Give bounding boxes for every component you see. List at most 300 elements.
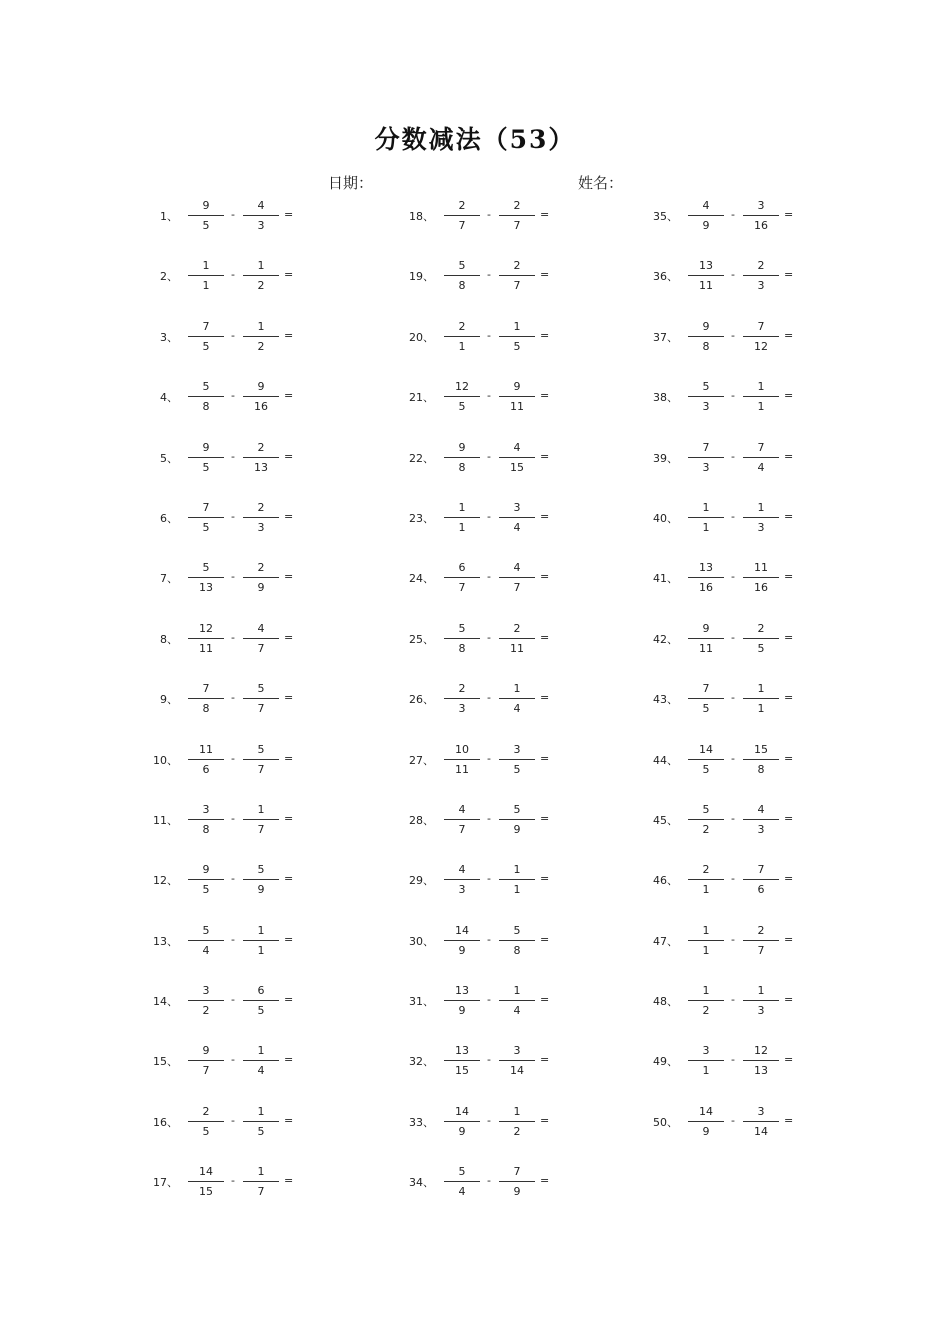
equals-sign: =	[784, 268, 794, 282]
problem-number: 28、	[409, 813, 434, 827]
fraction-bar	[688, 275, 724, 276]
equals-sign: =	[784, 993, 794, 1007]
problem-number: 14、	[153, 995, 178, 1009]
fraction-bar	[188, 577, 224, 578]
numerator: 2	[257, 440, 265, 454]
fraction-bar	[188, 457, 224, 458]
fraction	[243, 320, 279, 353]
fraction	[743, 380, 779, 413]
problem-number: 3、	[160, 330, 178, 344]
minus-sign: -	[231, 872, 235, 886]
problem-number: 25、	[409, 632, 434, 646]
problem-number: 30、	[409, 934, 434, 948]
minus-sign: -	[231, 1174, 235, 1188]
fraction	[444, 1044, 480, 1077]
denominator: 2	[202, 1004, 210, 1018]
denominator: 11	[699, 641, 713, 655]
fraction-bar	[743, 698, 779, 699]
denominator: 6	[757, 883, 765, 897]
denominator: 4	[257, 1064, 265, 1078]
fraction-bar	[444, 940, 480, 941]
fraction-bar	[688, 396, 724, 397]
minus-sign: -	[731, 811, 735, 825]
denominator: 11	[199, 641, 213, 655]
problem-number: 2、	[160, 270, 178, 284]
fraction	[243, 199, 279, 232]
numerator: 5	[458, 1165, 466, 1179]
fraction-bar	[688, 1000, 724, 1001]
numerator: 4	[513, 561, 521, 575]
fraction-bar	[499, 396, 535, 397]
denominator: 11	[699, 279, 713, 293]
fraction-bar	[499, 759, 535, 760]
problem-number: 44、	[653, 753, 678, 767]
minus-sign: -	[231, 691, 235, 705]
fraction	[243, 561, 279, 594]
denominator: 7	[257, 1185, 265, 1199]
problem-number: 22、	[409, 451, 434, 465]
fraction	[688, 501, 724, 534]
problem-number: 29、	[409, 874, 434, 888]
equals-sign: =	[284, 1053, 294, 1067]
fraction	[743, 924, 779, 957]
minus-sign: -	[487, 570, 491, 584]
numerator: 1	[257, 923, 265, 937]
numerator: 10	[455, 742, 469, 756]
denominator: 5	[202, 339, 210, 353]
fraction-bar	[499, 336, 535, 337]
problem-number: 21、	[409, 391, 434, 405]
fraction-bar	[188, 1060, 224, 1061]
fraction	[243, 501, 279, 534]
minus-sign: -	[731, 1053, 735, 1067]
equals-sign: =	[540, 630, 550, 644]
fraction-bar	[743, 517, 779, 518]
problem-number: 33、	[409, 1115, 434, 1129]
fraction-bar	[444, 1000, 480, 1001]
numerator: 2	[257, 500, 265, 514]
fraction	[188, 199, 224, 232]
fraction	[444, 622, 480, 655]
numerator: 7	[513, 1165, 521, 1179]
fraction-bar	[444, 638, 480, 639]
fraction	[444, 561, 480, 594]
fraction-bar	[499, 940, 535, 941]
denominator: 4	[757, 460, 765, 474]
denominator: 3	[757, 520, 765, 534]
numerator: 3	[702, 1044, 710, 1058]
denominator: 9	[257, 883, 265, 897]
numerator: 13	[699, 561, 713, 575]
denominator: 5	[202, 1124, 210, 1138]
fraction	[188, 682, 224, 715]
problem-number: 16、	[153, 1115, 178, 1129]
fraction	[444, 743, 480, 776]
minus-sign: -	[731, 993, 735, 1007]
equals-sign: =	[284, 932, 294, 946]
denominator: 7	[458, 581, 466, 595]
denominator: 2	[257, 279, 265, 293]
numerator: 1	[702, 923, 710, 937]
numerator: 4	[458, 802, 466, 816]
numerator: 2	[513, 199, 521, 212]
numerator: 1	[513, 984, 521, 998]
fraction	[499, 380, 535, 413]
fraction-bar	[743, 457, 779, 458]
fraction-bar	[688, 759, 724, 760]
fraction-bar	[688, 457, 724, 458]
denominator: 3	[458, 702, 466, 716]
numerator: 3	[757, 199, 765, 212]
numerator: 13	[699, 259, 713, 273]
numerator: 1	[702, 984, 710, 998]
page-title: 分数减法（53）	[374, 125, 576, 154]
denominator: 16	[254, 400, 268, 414]
numerator: 1	[257, 1165, 265, 1179]
numerator: 1	[257, 1104, 265, 1118]
denominator: 4	[202, 943, 210, 957]
numerator: 9	[202, 440, 210, 454]
fraction	[188, 803, 224, 836]
equals-sign: =	[784, 509, 794, 523]
denominator: 7	[202, 1064, 210, 1078]
denominator: 14	[510, 1064, 524, 1078]
denominator: 1	[202, 279, 210, 293]
numerator: 2	[458, 319, 466, 333]
numerator: 5	[513, 802, 521, 816]
minus-sign: -	[731, 509, 735, 523]
fraction	[188, 441, 224, 474]
fraction	[188, 561, 224, 594]
numerator: 1	[257, 1044, 265, 1058]
fraction	[499, 863, 535, 896]
numerator: 5	[458, 259, 466, 273]
equals-sign: =	[784, 1113, 794, 1127]
numerator: 7	[702, 440, 710, 454]
fraction	[743, 320, 779, 353]
fraction	[188, 259, 224, 292]
fraction-bar	[243, 336, 279, 337]
fraction	[499, 1044, 535, 1077]
equals-sign: =	[540, 1113, 550, 1127]
fraction-bar	[743, 1000, 779, 1001]
minus-sign: -	[487, 932, 491, 946]
denominator: 7	[513, 581, 521, 595]
fraction	[444, 259, 480, 292]
numerator: 9	[458, 440, 466, 454]
denominator: 11	[510, 641, 524, 655]
numerator: 5	[202, 923, 210, 937]
minus-sign: -	[231, 449, 235, 463]
numerator: 2	[757, 621, 765, 635]
numerator: 3	[202, 802, 210, 816]
numerator: 9	[702, 319, 710, 333]
numerator: 11	[754, 561, 768, 575]
equals-sign: =	[540, 328, 550, 342]
fraction-bar	[188, 336, 224, 337]
fraction-bar	[243, 396, 279, 397]
equals-sign: =	[784, 1053, 794, 1067]
fraction	[743, 743, 779, 776]
equals-sign: =	[284, 751, 294, 765]
problem-number: 46、	[653, 874, 678, 888]
numerator: 1	[513, 863, 521, 877]
fraction-bar	[688, 879, 724, 880]
denominator: 3	[702, 400, 710, 414]
fraction	[188, 1044, 224, 1077]
fraction	[688, 682, 724, 715]
numerator: 4	[757, 802, 765, 816]
denominator: 9	[458, 1124, 466, 1138]
fraction	[444, 501, 480, 534]
fraction-bar	[188, 879, 224, 880]
denominator: 8	[202, 702, 210, 716]
equals-sign: =	[784, 389, 794, 403]
problem-number: 49、	[653, 1055, 678, 1069]
problem-number: 48、	[653, 995, 678, 1009]
fraction	[743, 984, 779, 1017]
fraction	[188, 320, 224, 353]
numerator: 1	[513, 319, 521, 333]
problem-number: 1、	[160, 210, 178, 223]
fraction-bar	[444, 1060, 480, 1061]
equals-sign: =	[784, 630, 794, 644]
denominator: 5	[702, 702, 710, 716]
denominator: 7	[458, 822, 466, 836]
problem-number: 45、	[653, 813, 678, 827]
minus-sign: -	[487, 811, 491, 825]
minus-sign: -	[731, 268, 735, 282]
fraction-bar	[188, 1121, 224, 1122]
denominator: 7	[757, 943, 765, 957]
numerator: 7	[202, 319, 210, 333]
fraction-bar	[444, 819, 480, 820]
fraction	[444, 682, 480, 715]
equals-sign: =	[784, 328, 794, 342]
minus-sign: -	[231, 328, 235, 342]
denominator: 9	[458, 1004, 466, 1018]
denominator: 15	[455, 1064, 469, 1078]
fraction-bar	[444, 275, 480, 276]
denominator: 3	[458, 883, 466, 897]
numerator: 5	[513, 923, 521, 937]
minus-sign: -	[487, 630, 491, 644]
fraction	[688, 441, 724, 474]
numerator: 2	[257, 561, 265, 575]
fraction-bar	[243, 879, 279, 880]
equals-sign: =	[284, 268, 294, 282]
problem-number: 18、	[409, 210, 434, 223]
numerator: 7	[757, 440, 765, 454]
denominator: 9	[257, 581, 265, 595]
fraction	[499, 320, 535, 353]
fraction-bar	[188, 698, 224, 699]
fraction-bar	[743, 759, 779, 760]
denominator: 8	[702, 339, 710, 353]
fraction-bar	[499, 457, 535, 458]
fraction	[688, 743, 724, 776]
fraction-bar	[243, 1121, 279, 1122]
equals-sign: =	[540, 993, 550, 1007]
fraction-bar	[444, 1121, 480, 1122]
fraction	[243, 803, 279, 836]
fraction-bar	[243, 1000, 279, 1001]
minus-sign: -	[487, 449, 491, 463]
fraction	[743, 199, 779, 232]
denominator: 4	[513, 1004, 521, 1018]
minus-sign: -	[231, 993, 235, 1007]
denominator: 7	[513, 219, 521, 232]
denominator: 2	[257, 339, 265, 353]
numerator: 3	[513, 1044, 521, 1058]
problem-number: 31、	[409, 995, 434, 1009]
fraction	[743, 622, 779, 655]
equals-sign: =	[784, 570, 794, 584]
numerator: 3	[202, 984, 210, 998]
denominator: 7	[257, 822, 265, 836]
fraction-bar	[444, 698, 480, 699]
fraction-bar	[499, 819, 535, 820]
fraction-bar	[499, 1181, 535, 1182]
equals-sign: =	[540, 449, 550, 463]
fraction-bar	[499, 1000, 535, 1001]
denominator: 5	[458, 400, 466, 414]
denominator: 16	[699, 581, 713, 595]
problem-number: 34、	[409, 1176, 434, 1190]
numerator: 7	[757, 863, 765, 877]
fraction-bar	[688, 215, 724, 216]
fraction-bar	[688, 1060, 724, 1061]
numerator: 5	[202, 380, 210, 394]
denominator: 6	[202, 762, 210, 776]
numerator: 14	[455, 923, 469, 937]
equals-sign: =	[284, 872, 294, 886]
equals-sign: =	[540, 1053, 550, 1067]
numerator: 4	[257, 199, 265, 212]
denominator: 1	[702, 1064, 710, 1078]
numerator: 4	[513, 440, 521, 454]
denominator: 12	[754, 339, 768, 353]
minus-sign: -	[487, 509, 491, 523]
numerator: 2	[458, 682, 466, 696]
fraction	[444, 924, 480, 957]
denominator: 8	[458, 279, 466, 293]
fraction	[499, 803, 535, 836]
fraction-bar	[444, 759, 480, 760]
fraction-bar	[444, 396, 480, 397]
numerator: 7	[757, 319, 765, 333]
fraction	[444, 320, 480, 353]
numerator: 1	[757, 500, 765, 514]
fraction-bar	[444, 517, 480, 518]
problem-number: 37、	[653, 330, 678, 344]
fraction-bar	[188, 1000, 224, 1001]
denominator: 8	[458, 641, 466, 655]
numerator: 2	[458, 199, 466, 212]
numerator: 3	[513, 500, 521, 514]
fraction	[243, 863, 279, 896]
fraction-bar	[688, 336, 724, 337]
fraction-bar	[499, 517, 535, 518]
numerator: 1	[458, 500, 466, 514]
fraction	[243, 259, 279, 292]
equals-sign: =	[284, 449, 294, 463]
denominator: 16	[754, 219, 768, 232]
fraction	[688, 1105, 724, 1138]
denominator: 3	[757, 822, 765, 836]
numerator: 15	[754, 742, 768, 756]
equals-sign: =	[784, 932, 794, 946]
fraction	[243, 622, 279, 655]
denominator: 5	[257, 1124, 265, 1138]
fraction	[188, 743, 224, 776]
numerator: 1	[757, 984, 765, 998]
equals-sign: =	[540, 932, 550, 946]
numerator: 1	[257, 319, 265, 333]
fraction	[243, 1105, 279, 1138]
fraction	[743, 259, 779, 292]
equals-sign: =	[540, 268, 550, 282]
fraction	[188, 1105, 224, 1138]
problem-number: 7、	[160, 572, 178, 586]
minus-sign: -	[487, 1053, 491, 1067]
fraction-bar	[688, 940, 724, 941]
problem-number: 13、	[153, 934, 178, 948]
minus-sign: -	[487, 1174, 491, 1188]
equals-sign: =	[284, 389, 294, 403]
minus-sign: -	[731, 389, 735, 403]
denominator: 8	[458, 460, 466, 474]
denominator: 13	[199, 581, 213, 595]
denominator: 8	[202, 400, 210, 414]
fraction	[499, 199, 535, 232]
problem-number: 12、	[153, 874, 178, 888]
problem-number: 19、	[409, 270, 434, 284]
numerator: 6	[257, 984, 265, 998]
fraction-bar	[188, 819, 224, 820]
denominator: 2	[702, 822, 710, 836]
numerator: 1	[257, 802, 265, 816]
fraction	[499, 501, 535, 534]
fraction-bar	[243, 517, 279, 518]
equals-sign: =	[540, 509, 550, 523]
denominator: 4	[513, 702, 521, 716]
numerator: 2	[202, 1104, 210, 1118]
numerator: 1	[257, 259, 265, 273]
problem-number: 47、	[653, 934, 678, 948]
denominator: 9	[513, 822, 521, 836]
minus-sign: -	[487, 691, 491, 705]
equals-sign: =	[784, 208, 794, 221]
equals-sign: =	[784, 751, 794, 765]
fraction	[243, 924, 279, 957]
fraction	[499, 682, 535, 715]
fraction-bar	[499, 1060, 535, 1061]
minus-sign: -	[731, 751, 735, 765]
fraction	[688, 259, 724, 292]
problem-number: 23、	[409, 511, 434, 525]
fraction-bar	[743, 577, 779, 578]
problem-number: 43、	[653, 693, 678, 707]
fraction-bar	[688, 517, 724, 518]
fraction	[743, 561, 779, 594]
numerator: 5	[458, 621, 466, 635]
denominator: 1	[757, 400, 765, 414]
fraction-bar	[188, 396, 224, 397]
minus-sign: -	[231, 932, 235, 946]
minus-sign: -	[231, 570, 235, 584]
fraction	[188, 1165, 224, 1198]
